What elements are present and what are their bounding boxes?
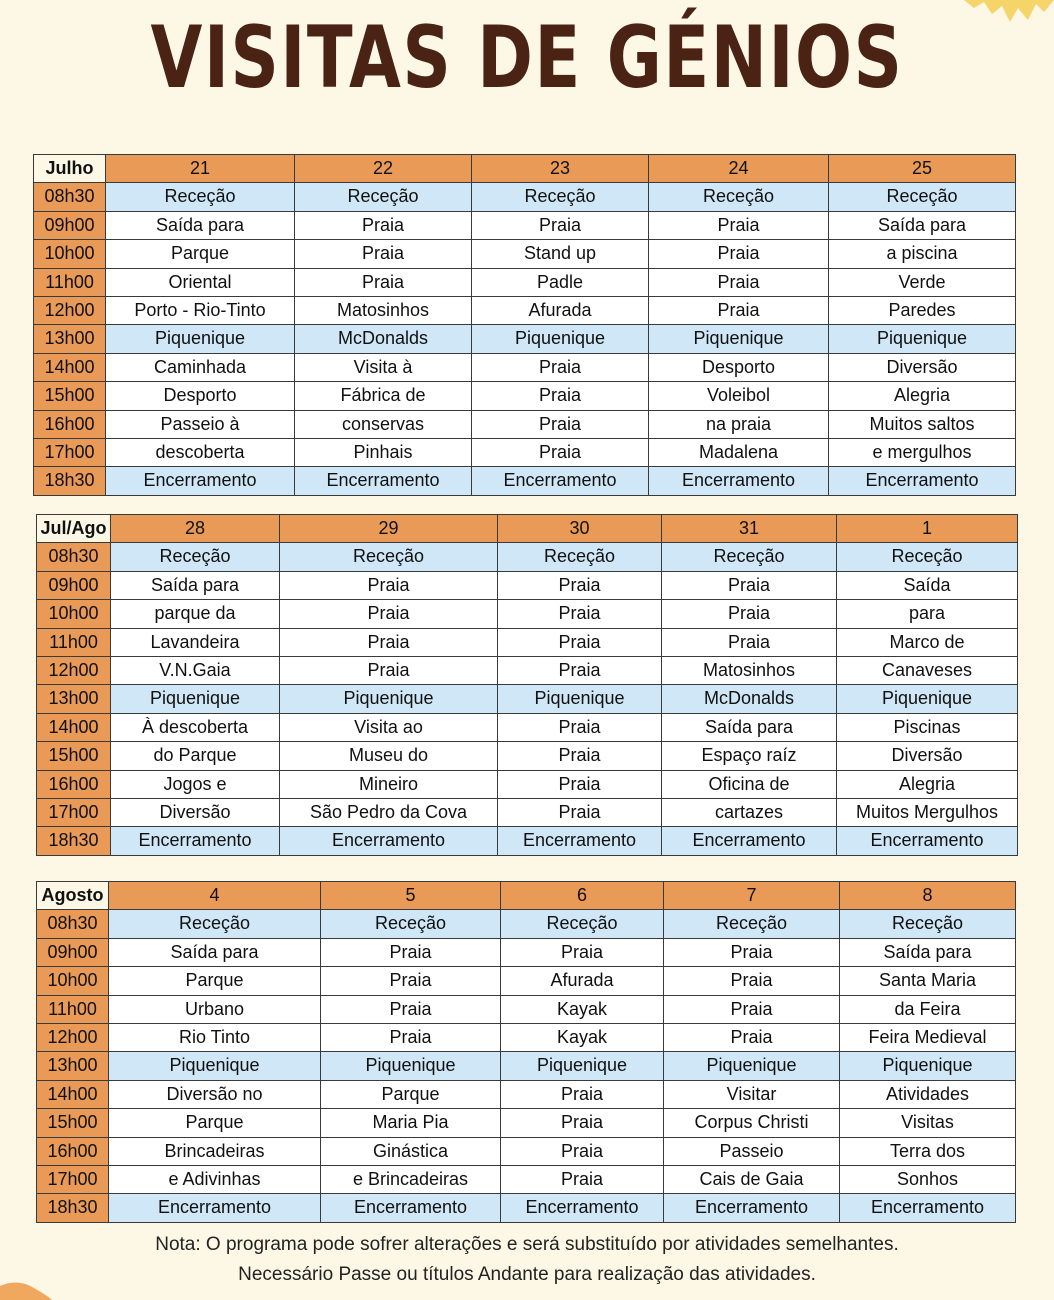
activity-cell: Receção (649, 183, 829, 211)
activity-cell: Praia (321, 995, 501, 1023)
day-header: 24 (649, 155, 829, 183)
time-cell: 14h00 (34, 353, 106, 381)
activity-cell: e Adivinhas (109, 1166, 321, 1194)
activity-cell: Parque (321, 1080, 501, 1108)
activity-cell: Lavandeira (111, 628, 280, 656)
time-cell: 09h00 (37, 938, 109, 966)
activity-cell: Receção (111, 543, 280, 571)
table-row (37, 571, 1018, 599)
activity-cell: À descoberta (111, 713, 280, 741)
activity-cell: Receção (295, 183, 472, 211)
activity-cell: Visita à (295, 353, 472, 381)
activity-cell: Praia (649, 297, 829, 325)
activity-cell: Piscinas (837, 713, 1018, 741)
activity-cell: Visita ao (280, 713, 498, 741)
time-cell: 17h00 (34, 439, 106, 467)
activity-cell: Afurada (501, 967, 664, 995)
table-row (34, 353, 1016, 381)
activity-cell: Receção (829, 183, 1016, 211)
activity-cell: Praia (472, 211, 649, 239)
activity-cell: V.N.Gaia (111, 657, 280, 685)
activity-cell: Piquenique (829, 325, 1016, 353)
activity-cell: Parque (106, 240, 295, 268)
day-header: 4 (109, 882, 321, 910)
day-header: 28 (111, 515, 280, 543)
table-row (37, 628, 1018, 656)
activity-cell: Piquenique (664, 1052, 840, 1080)
time-cell: 08h30 (34, 183, 106, 211)
table-row (34, 382, 1016, 410)
time-cell: 16h00 (37, 1137, 109, 1165)
activity-cell: Praia (498, 742, 662, 770)
activity-cell: Praia (472, 353, 649, 381)
activity-cell: Praia (472, 382, 649, 410)
activity-cell: Praia (664, 967, 840, 995)
activity-cell: Praia (295, 240, 472, 268)
time-cell: 10h00 (37, 600, 111, 628)
month-label: Jul/Ago (37, 515, 111, 543)
activity-cell: Rio Tinto (109, 1024, 321, 1052)
schedule-table-week-3 (36, 881, 1016, 1223)
time-cell: 17h00 (37, 1166, 109, 1194)
table-row (37, 1109, 1016, 1137)
activity-cell: Passeio à (106, 410, 295, 438)
day-header: 23 (472, 155, 649, 183)
header-row (37, 515, 1018, 543)
activity-cell: Receção (840, 910, 1016, 938)
time-cell: 18h30 (37, 827, 111, 855)
activity-cell: Pinhais (295, 439, 472, 467)
time-cell: 13h00 (37, 1052, 109, 1080)
time-cell: 18h30 (34, 467, 106, 495)
table-row (37, 1194, 1016, 1222)
activity-cell: Piquenique (840, 1052, 1016, 1080)
activity-cell: Encerramento (829, 467, 1016, 495)
activity-cell: Praia (662, 628, 837, 656)
activity-cell: Museu do (280, 742, 498, 770)
activity-cell: Encerramento (295, 467, 472, 495)
schedule-body (34, 183, 1016, 495)
table-row (34, 183, 1016, 211)
activity-cell: Piquenique (106, 325, 295, 353)
activity-cell: Porto - Rio-Tinto (106, 297, 295, 325)
activity-cell: da Feira (840, 995, 1016, 1023)
activity-cell: McDonalds (662, 685, 837, 713)
activity-cell: Saída para (829, 211, 1016, 239)
note-line-1: Nota: O programa pode sofrer alterações e será substituído por atividades semelhantes. (155, 1234, 899, 1255)
table-row (37, 713, 1018, 741)
table-row (37, 543, 1018, 571)
activity-cell: Afurada (472, 297, 649, 325)
activity-cell: Sonhos (840, 1166, 1016, 1194)
activity-cell: Espaço raíz (662, 742, 837, 770)
time-cell: 13h00 (37, 685, 111, 713)
table-row (34, 410, 1016, 438)
activity-cell: Urbano (109, 995, 321, 1023)
activity-cell: Saída para (111, 571, 280, 599)
time-cell: 09h00 (34, 211, 106, 239)
activity-cell: Encerramento (106, 467, 295, 495)
activity-cell: Diversão (829, 353, 1016, 381)
activity-cell: Saída para (662, 713, 837, 741)
activity-cell: Madalena (649, 439, 829, 467)
activity-cell: Encerramento (837, 827, 1018, 855)
activity-cell: Ginástica (321, 1137, 501, 1165)
activity-cell: Cais de Gaia (664, 1166, 840, 1194)
activity-cell: Receção (662, 543, 837, 571)
activity-cell: Encerramento (472, 467, 649, 495)
activity-cell: Muitos Mergulhos (837, 799, 1018, 827)
activity-cell: Receção (498, 543, 662, 571)
activity-cell: Maria Pia (321, 1109, 501, 1137)
activity-cell: Diversão (837, 742, 1018, 770)
activity-cell: Visitar (664, 1080, 840, 1108)
activity-cell: Praia (501, 1080, 664, 1108)
activity-cell: Diversão (111, 799, 280, 827)
activity-cell: cartazes (662, 799, 837, 827)
activity-cell: Muitos saltos (829, 410, 1016, 438)
activity-cell: Praia (498, 770, 662, 798)
activity-cell: Praia (280, 600, 498, 628)
table-row (34, 268, 1016, 296)
activity-cell: Praia (501, 1109, 664, 1137)
day-header: 21 (106, 155, 295, 183)
activity-cell: São Pedro da Cova (280, 799, 498, 827)
table-row (34, 467, 1016, 495)
activity-cell: Stand up (472, 240, 649, 268)
activity-cell: Praia (662, 600, 837, 628)
time-cell: 16h00 (34, 410, 106, 438)
activity-cell: Voleibol (649, 382, 829, 410)
activity-cell: Encerramento (662, 827, 837, 855)
activity-cell: Praia (280, 657, 498, 685)
time-cell: 15h00 (34, 382, 106, 410)
activity-cell: Kayak (501, 1024, 664, 1052)
day-header: 5 (321, 882, 501, 910)
activity-cell: Praia (321, 1024, 501, 1052)
activity-cell: Oficina de (662, 770, 837, 798)
table-row (37, 1137, 1016, 1165)
table-row (37, 742, 1018, 770)
activity-cell: Receção (501, 910, 664, 938)
activity-cell: Atividades (840, 1080, 1016, 1108)
activity-cell: Jogos e (111, 770, 280, 798)
table-row (37, 827, 1018, 855)
time-cell: 13h00 (34, 325, 106, 353)
activity-cell: Matosinhos (295, 297, 472, 325)
decorative-shape (0, 1278, 60, 1300)
activity-cell: Piquenique (111, 685, 280, 713)
day-header: 25 (829, 155, 1016, 183)
activity-cell: Piquenique (472, 325, 649, 353)
activity-cell: Receção (280, 543, 498, 571)
schedule-table-week-2 (36, 514, 1018, 856)
time-cell: 09h00 (37, 571, 111, 599)
activity-cell: Piquenique (109, 1052, 321, 1080)
activity-cell: Praia (498, 657, 662, 685)
month-label: Agosto (37, 882, 109, 910)
table-row (34, 297, 1016, 325)
note-line-2: Necessário Passe ou títulos Andante para realização das atividades. (238, 1264, 816, 1285)
activity-cell: Praia (664, 1024, 840, 1052)
activity-cell: Matosinhos (662, 657, 837, 685)
activity-cell: Alegria (837, 770, 1018, 798)
activity-cell: Receção (106, 183, 295, 211)
activity-cell: Desporto (649, 353, 829, 381)
activity-cell: Feira Medieval (840, 1024, 1016, 1052)
table-row (34, 439, 1016, 467)
activity-cell: Receção (664, 910, 840, 938)
page-title: VISITAS DE GÉNIOS (150, 8, 904, 108)
header-row (37, 882, 1016, 910)
activity-cell: Praia (321, 967, 501, 995)
activity-cell: e mergulhos (829, 439, 1016, 467)
activity-cell: Praia (498, 571, 662, 599)
table-row (37, 1024, 1016, 1052)
activity-cell: Alegria (829, 382, 1016, 410)
activity-cell: Saída (837, 571, 1018, 599)
activity-cell: Piquenique (321, 1052, 501, 1080)
activity-cell: Praia (664, 938, 840, 966)
day-header: 7 (664, 882, 840, 910)
activity-cell: Praia (280, 571, 498, 599)
activity-cell: Brincadeiras (109, 1137, 321, 1165)
activity-cell: Diversão no (109, 1080, 321, 1108)
activity-cell: Encerramento (280, 827, 498, 855)
table-row (34, 240, 1016, 268)
activity-cell: Praia (501, 1137, 664, 1165)
activity-cell: Praia (498, 600, 662, 628)
time-cell: 11h00 (34, 268, 106, 296)
activity-cell: do Parque (111, 742, 280, 770)
activity-cell: Parque (109, 967, 321, 995)
activity-cell: Padle (472, 268, 649, 296)
activity-cell: Corpus Christi (664, 1109, 840, 1137)
time-cell: 15h00 (37, 742, 111, 770)
activity-cell: Encerramento (498, 827, 662, 855)
activity-cell: Mineiro (280, 770, 498, 798)
time-cell: 17h00 (37, 799, 111, 827)
day-header: 29 (280, 515, 498, 543)
activity-cell: Praia (295, 268, 472, 296)
time-cell: 14h00 (37, 713, 111, 741)
table-row (37, 799, 1018, 827)
table-row (37, 1080, 1016, 1108)
activity-cell: Saída para (106, 211, 295, 239)
activity-cell: Praia (321, 938, 501, 966)
activity-cell: Encerramento (664, 1194, 840, 1222)
activity-cell: Terra dos (840, 1137, 1016, 1165)
schedule-table-week-1 (33, 154, 1016, 496)
table-row (34, 325, 1016, 353)
activity-cell: Praia (498, 799, 662, 827)
activity-cell: e Brincadeiras (321, 1166, 501, 1194)
activity-cell: Santa Maria (840, 967, 1016, 995)
activity-cell: Praia (498, 713, 662, 741)
time-cell: 12h00 (37, 1024, 109, 1052)
activity-cell: Praia (280, 628, 498, 656)
day-header: 6 (501, 882, 664, 910)
month-label: Julho (34, 155, 106, 183)
activity-cell: Oriental (106, 268, 295, 296)
activity-cell: Piquenique (837, 685, 1018, 713)
activity-cell: Receção (837, 543, 1018, 571)
activity-cell: Saída para (840, 938, 1016, 966)
activity-cell: Praia (472, 410, 649, 438)
time-cell: 12h00 (37, 657, 111, 685)
schedule-body (37, 910, 1016, 1222)
time-cell: 10h00 (37, 967, 109, 995)
day-header: 31 (662, 515, 837, 543)
activity-cell: conservas (295, 410, 472, 438)
activity-cell: Saída para (109, 938, 321, 966)
schedule-body (37, 543, 1018, 855)
activity-cell: Piquenique (501, 1052, 664, 1080)
time-cell: 11h00 (37, 628, 111, 656)
table-row (37, 770, 1018, 798)
activity-cell: Encerramento (840, 1194, 1016, 1222)
time-cell: 18h30 (37, 1194, 109, 1222)
activity-cell: Kayak (501, 995, 664, 1023)
day-header: 8 (840, 882, 1016, 910)
table-row (37, 600, 1018, 628)
time-cell: 14h00 (37, 1080, 109, 1108)
activity-cell: Caminhada (106, 353, 295, 381)
table-row (37, 995, 1016, 1023)
activity-cell: Encerramento (501, 1194, 664, 1222)
time-cell: 08h30 (37, 543, 111, 571)
activity-cell: Piquenique (649, 325, 829, 353)
activity-cell: descoberta (106, 439, 295, 467)
header-row (34, 155, 1016, 183)
activity-cell: Praia (649, 211, 829, 239)
table-row (37, 967, 1016, 995)
activity-cell: Visitas (840, 1109, 1016, 1137)
activity-cell: Encerramento (111, 827, 280, 855)
activity-cell: Fábrica de (295, 382, 472, 410)
activity-cell: Piquenique (498, 685, 662, 713)
activity-cell: Praia (501, 938, 664, 966)
time-cell: 11h00 (37, 995, 109, 1023)
time-cell: 08h30 (37, 910, 109, 938)
table-row (34, 211, 1016, 239)
table-row (37, 685, 1018, 713)
activity-cell: Praia (662, 571, 837, 599)
activity-cell: Encerramento (321, 1194, 501, 1222)
activity-cell: Praia (664, 995, 840, 1023)
activity-cell: na praia (649, 410, 829, 438)
time-cell: 16h00 (37, 770, 111, 798)
activity-cell: parque da (111, 600, 280, 628)
decorative-star-shape (964, 0, 1054, 30)
activity-cell: Canaveses (837, 657, 1018, 685)
table-row (37, 657, 1018, 685)
activity-cell: McDonalds (295, 325, 472, 353)
activity-cell: Encerramento (109, 1194, 321, 1222)
activity-cell: Praia (472, 439, 649, 467)
activity-cell: Praia (501, 1166, 664, 1194)
table-row (37, 910, 1016, 938)
activity-cell: Verde (829, 268, 1016, 296)
time-cell: 10h00 (34, 240, 106, 268)
activity-cell: Receção (109, 910, 321, 938)
activity-cell: Receção (321, 910, 501, 938)
activity-cell: Piquenique (280, 685, 498, 713)
activity-cell: Encerramento (649, 467, 829, 495)
day-header: 22 (295, 155, 472, 183)
table-row (37, 1052, 1016, 1080)
activity-cell: Praia (649, 268, 829, 296)
activity-cell: para (837, 600, 1018, 628)
activity-cell: Praia (649, 240, 829, 268)
day-header: 1 (837, 515, 1018, 543)
activity-cell: Paredes (829, 297, 1016, 325)
activity-cell: a piscina (829, 240, 1016, 268)
activity-cell: Marco de (837, 628, 1018, 656)
table-row (37, 938, 1016, 966)
time-cell: 15h00 (37, 1109, 109, 1137)
activity-cell: Praia (498, 628, 662, 656)
activity-cell: Desporto (106, 382, 295, 410)
activity-cell: Parque (109, 1109, 321, 1137)
activity-cell: Receção (472, 183, 649, 211)
day-header: 30 (498, 515, 662, 543)
time-cell: 12h00 (34, 297, 106, 325)
activity-cell: Praia (295, 211, 472, 239)
activity-cell: Passeio (664, 1137, 840, 1165)
table-row (37, 1166, 1016, 1194)
